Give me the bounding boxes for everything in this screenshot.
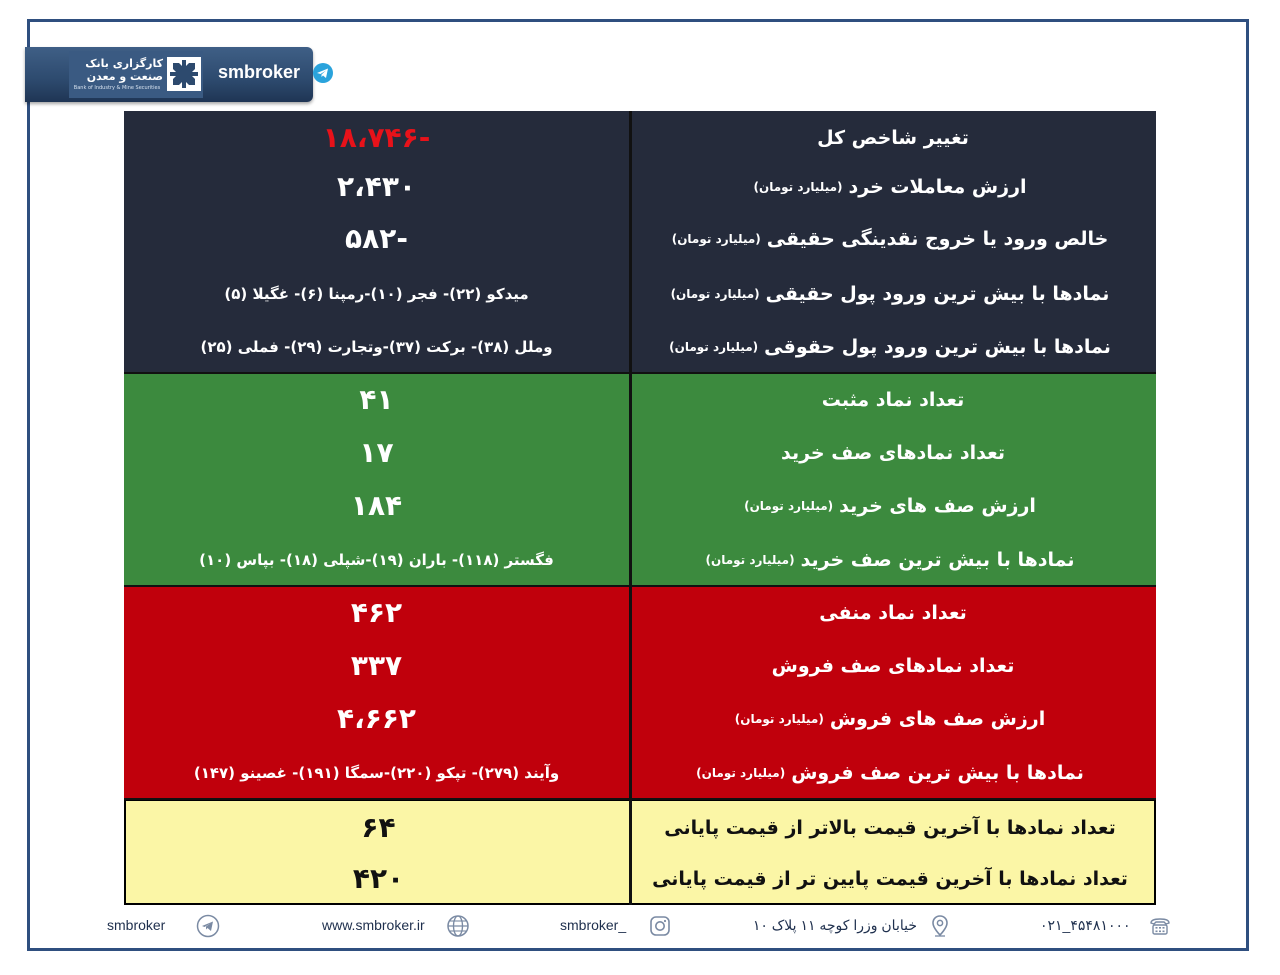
globe-icon [446, 914, 470, 938]
section-overview [124, 111, 1156, 373]
row-label: تعداد نمادهای صف خرید [780, 441, 1006, 464]
logo-banner [25, 47, 313, 102]
logo-fa-line1: کارگزاری بانک [85, 57, 163, 70]
net-real-flow-value: -۵۸۲ [345, 222, 408, 255]
phone-icon [1148, 914, 1172, 938]
positive-count-value: ۴۱ [359, 383, 394, 416]
telegram-icon[interactable] [313, 63, 333, 83]
sell-queue-value: ۴،۶۶۲ [337, 702, 416, 735]
row-label: تعداد نمادها با آخرین قیمت بالاتر از قیمت پایانی [664, 816, 1116, 839]
table-row [124, 373, 1156, 426]
row-label: ارزش صف های فروش [829, 707, 1046, 730]
negative-count-value: ۴۶۲ [350, 596, 403, 629]
row-label: ارزش معاملات خرد [848, 175, 1027, 198]
top-legal-inflow-value: وملل (۳۸)- برکت (۳۷)-وتجارت (۲۹)- فملی (۲۵) [200, 337, 553, 356]
table-row [124, 160, 1156, 213]
row-unit: (میلیارد تومان) [734, 711, 824, 726]
row-label: نمادها با بیش ترین ورود پول حقوقی [764, 335, 1111, 358]
table-row [124, 426, 1156, 479]
row-label: نمادها با بیش ترین ورود پول حقیقی [765, 282, 1110, 305]
row-unit: (میلیارد تومان) [744, 498, 834, 513]
table-row [126, 852, 1158, 905]
row-label: تعداد نماد منفی [819, 601, 967, 624]
table-row [124, 479, 1156, 532]
table-row [124, 639, 1156, 692]
table-row [124, 212, 1156, 265]
row-label: تعداد نماد مثبت [821, 388, 965, 411]
below-close-count-value: ۴۲۰ [352, 862, 405, 895]
footer-website-text[interactable]: www.smbroker.ir [322, 917, 425, 933]
row-label: نمادها با بیش ترین صف خرید [800, 548, 1075, 571]
row-unit: (میلیارد تومان) [669, 339, 759, 354]
buy-queue-value: ۱۸۴ [350, 489, 403, 522]
table-row [124, 267, 1156, 320]
top-real-inflow-value: میدکو (۲۲)- فجر (۱۰)-رمپنا (۶)- غگیلا (۵) [224, 284, 529, 303]
total-index-change-value: -۱۸،۷۴۶ [322, 121, 431, 154]
section-divider [124, 798, 1156, 800]
telegram-icon[interactable] [196, 914, 220, 938]
footer [0, 905, 1280, 950]
location-pin-icon [928, 914, 952, 938]
instagram-icon[interactable] [648, 914, 672, 938]
above-close-count-value: ۶۴ [361, 811, 396, 844]
row-unit: (میلیارد تومان) [671, 231, 761, 246]
logo-fa-line2: صنعت و معدن [86, 70, 163, 83]
row-label: خالص ورود یا خروج نقدینگی حقیقی [766, 227, 1109, 250]
footer-phone-text: ۰۲۱_۴۵۴۸۱۰۰۰ [1040, 917, 1131, 933]
bank-symbol-icon [167, 57, 201, 91]
row-unit: (میلیارد تومان) [670, 286, 760, 301]
table-row [124, 111, 1156, 164]
logo-en-text: Bank of Industry & Mine Securities [73, 85, 161, 91]
section-divider [124, 585, 1156, 587]
section-last-price [124, 799, 1156, 905]
table-row [124, 692, 1156, 745]
table-row [124, 586, 1156, 639]
section-divider [124, 372, 1156, 374]
bank-logo [69, 51, 203, 98]
table-row [124, 533, 1156, 586]
row-label: تغییر شاخص کل [817, 126, 969, 149]
row-label: تعداد نمادها با آخرین قیمت پایین تر از قیمت پایانی [652, 867, 1128, 890]
row-label: نمادها با بیش ترین صف فروش [791, 761, 1084, 784]
retail-trade-value: ۲،۴۳۰ [337, 170, 416, 203]
footer-instagram-text[interactable]: smbroker_ [560, 917, 627, 933]
row-unit: (میلیارد تومان) [705, 552, 795, 567]
column-divider [629, 111, 632, 905]
top-sell-queue-value: وآیند (۲۷۹)- تپکو (۲۲۰)-سمگا (۱۹۱)- غصینو (۱۴۷) [193, 763, 560, 782]
section-negative [124, 586, 1156, 799]
row-label: تعداد نمادهای صف فروش [771, 654, 1015, 677]
sell-queue-count-value: ۳۳۷ [350, 649, 403, 682]
footer-address-text: خیابان وزرا کوچه ۱۱ پلاک ۱۰ [752, 917, 917, 933]
buy-queue-count-value: ۱۷ [359, 436, 394, 469]
table-row [124, 746, 1156, 799]
brand-name: smbroker [218, 62, 301, 82]
footer-telegram-text[interactable]: smbroker [107, 917, 166, 933]
market-summary-table [124, 111, 1156, 905]
row-unit: (میلیارد تومان) [753, 179, 843, 194]
table-row [124, 320, 1156, 373]
row-unit: (میلیارد تومان) [696, 765, 786, 780]
table-row [126, 801, 1158, 854]
top-buy-queue-value: فگستر (۱۱۸)- باران (۱۹)-شپلی (۱۸)- بپاس (۱۰) [199, 550, 554, 569]
section-positive [124, 373, 1156, 586]
row-label: ارزش صف های خرید [839, 494, 1036, 517]
